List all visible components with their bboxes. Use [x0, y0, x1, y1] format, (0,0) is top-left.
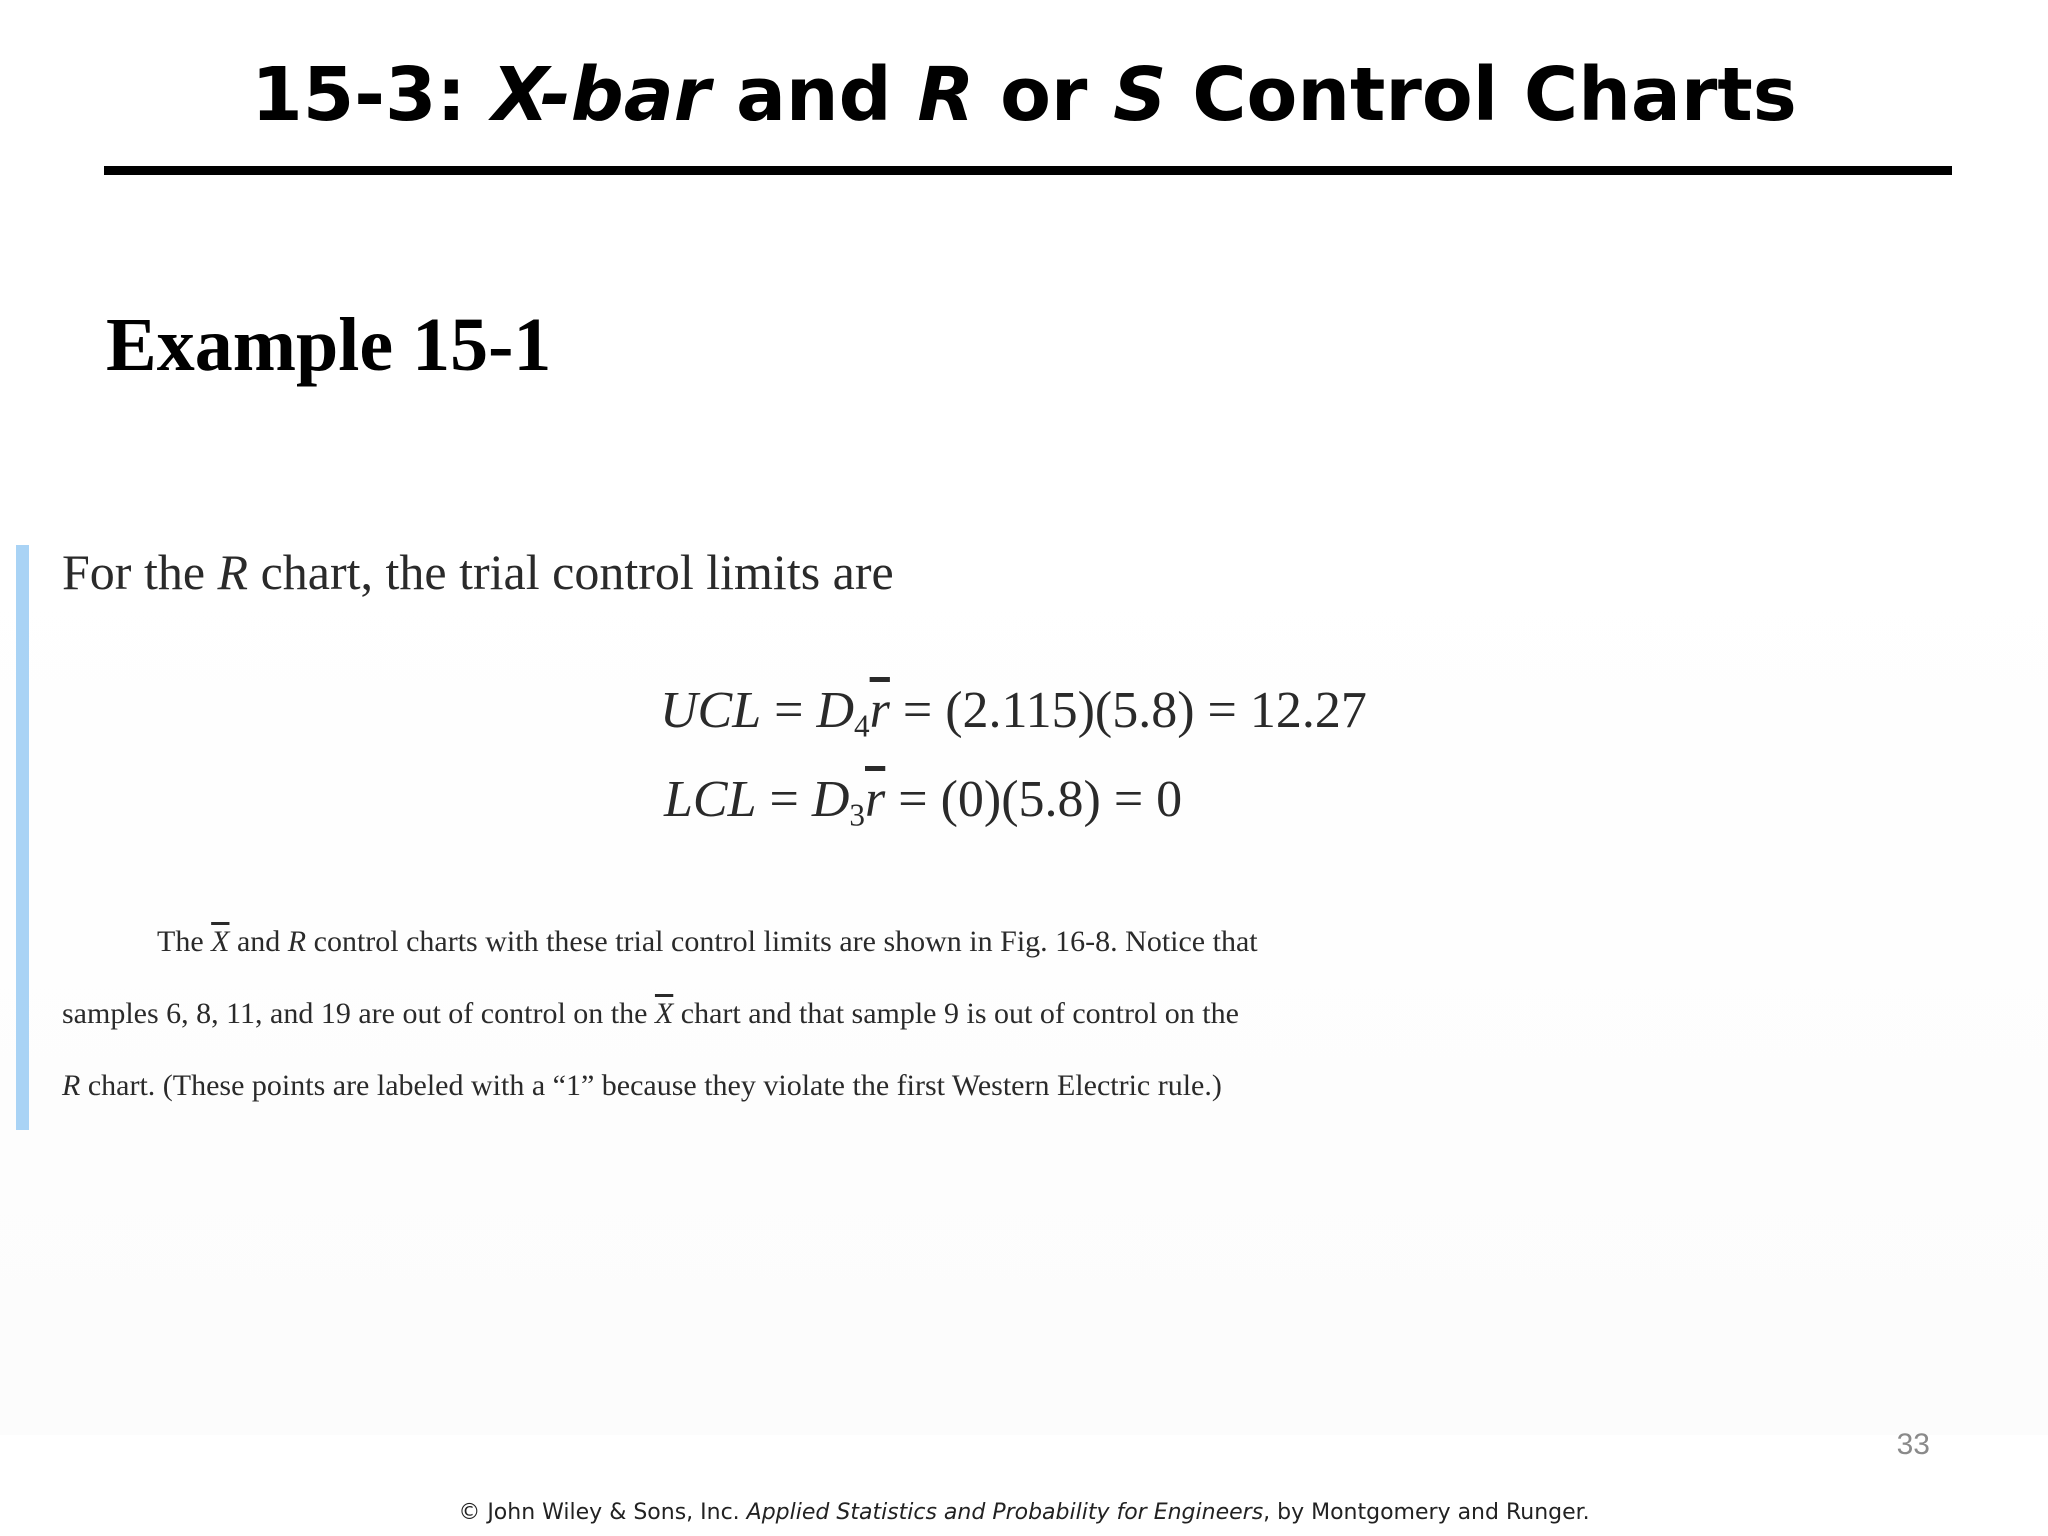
page-number: 33	[1896, 1428, 1930, 1461]
line2-xbar: $\overline{X}$	[654, 997, 674, 1030]
equation-lcl	[664, 765, 1182, 835]
ucl-rbar: $\overline{r}$	[869, 682, 890, 739]
line1-pre: The	[157, 925, 212, 958]
copyright-footer	[0, 1498, 2048, 1528]
intro-post: chart, the trial control limits are	[248, 544, 894, 600]
lcl-rest: = (0)(5.8) = 0	[885, 771, 1183, 828]
line2-pre: samples 6, 8, 11, and 19 are out of control on the	[62, 997, 655, 1030]
title-or: or	[974, 52, 1114, 138]
line1-post: control charts with these trial control limits are shown in Fig. 16-8. Notice that	[306, 925, 1258, 958]
line1-mid: and	[229, 925, 288, 958]
lcl-eq: =	[756, 771, 812, 828]
line1-r: R	[287, 925, 307, 958]
footer-pre: © John Wiley & Sons, Inc.	[458, 1500, 747, 1525]
line3-r: R	[62, 1069, 81, 1102]
ucl-d-sub: 4	[854, 708, 870, 744]
lcl-lhs: LCL	[664, 771, 757, 828]
line1-xbar: $\overline{X}$	[211, 925, 230, 958]
ucl-eq: =	[761, 682, 817, 739]
paragraph-line-2	[62, 978, 2048, 1050]
title-s: S	[1113, 52, 1167, 138]
ucl-rest: = (2.115)(5.8) = 12.27	[889, 682, 1367, 739]
example-heading: Example 15-1	[106, 303, 552, 387]
paragraph-line-3	[62, 1050, 2048, 1122]
intro-pre: For the	[62, 544, 218, 600]
line2-post: chart and that sample 9 is out of control on the	[673, 997, 1239, 1030]
line3-post: chart. (These points are labeled with a “1” because they violate the first Western Electric rule.)	[80, 1069, 1222, 1102]
title-and: and	[710, 52, 918, 138]
paragraph-line-1	[62, 906, 2048, 978]
slide-title	[0, 50, 2048, 140]
ucl-d: D	[816, 682, 855, 739]
title-r: R	[917, 52, 975, 138]
footer-book-title: Applied Statistics and Probability for Engineers	[746, 1500, 1264, 1525]
lcl-d: D	[811, 771, 850, 828]
title-xbar: X-bar	[491, 52, 711, 138]
equation-ucl	[660, 676, 1367, 746]
title-prefix: 15-3:	[251, 52, 492, 138]
lcl-rbar: $\overline{r}$	[865, 771, 886, 828]
excerpt-accent-bar	[16, 545, 29, 1130]
title-underline	[104, 166, 1952, 175]
ucl-lhs: UCL	[660, 682, 762, 739]
intro-r: R	[217, 544, 249, 600]
lcl-d-sub: 3	[849, 797, 866, 833]
excerpt-intro	[62, 540, 894, 604]
footer-post: , by Montgomery and Runger.	[1263, 1500, 1590, 1525]
title-suffix: Control Charts	[1166, 52, 1797, 138]
